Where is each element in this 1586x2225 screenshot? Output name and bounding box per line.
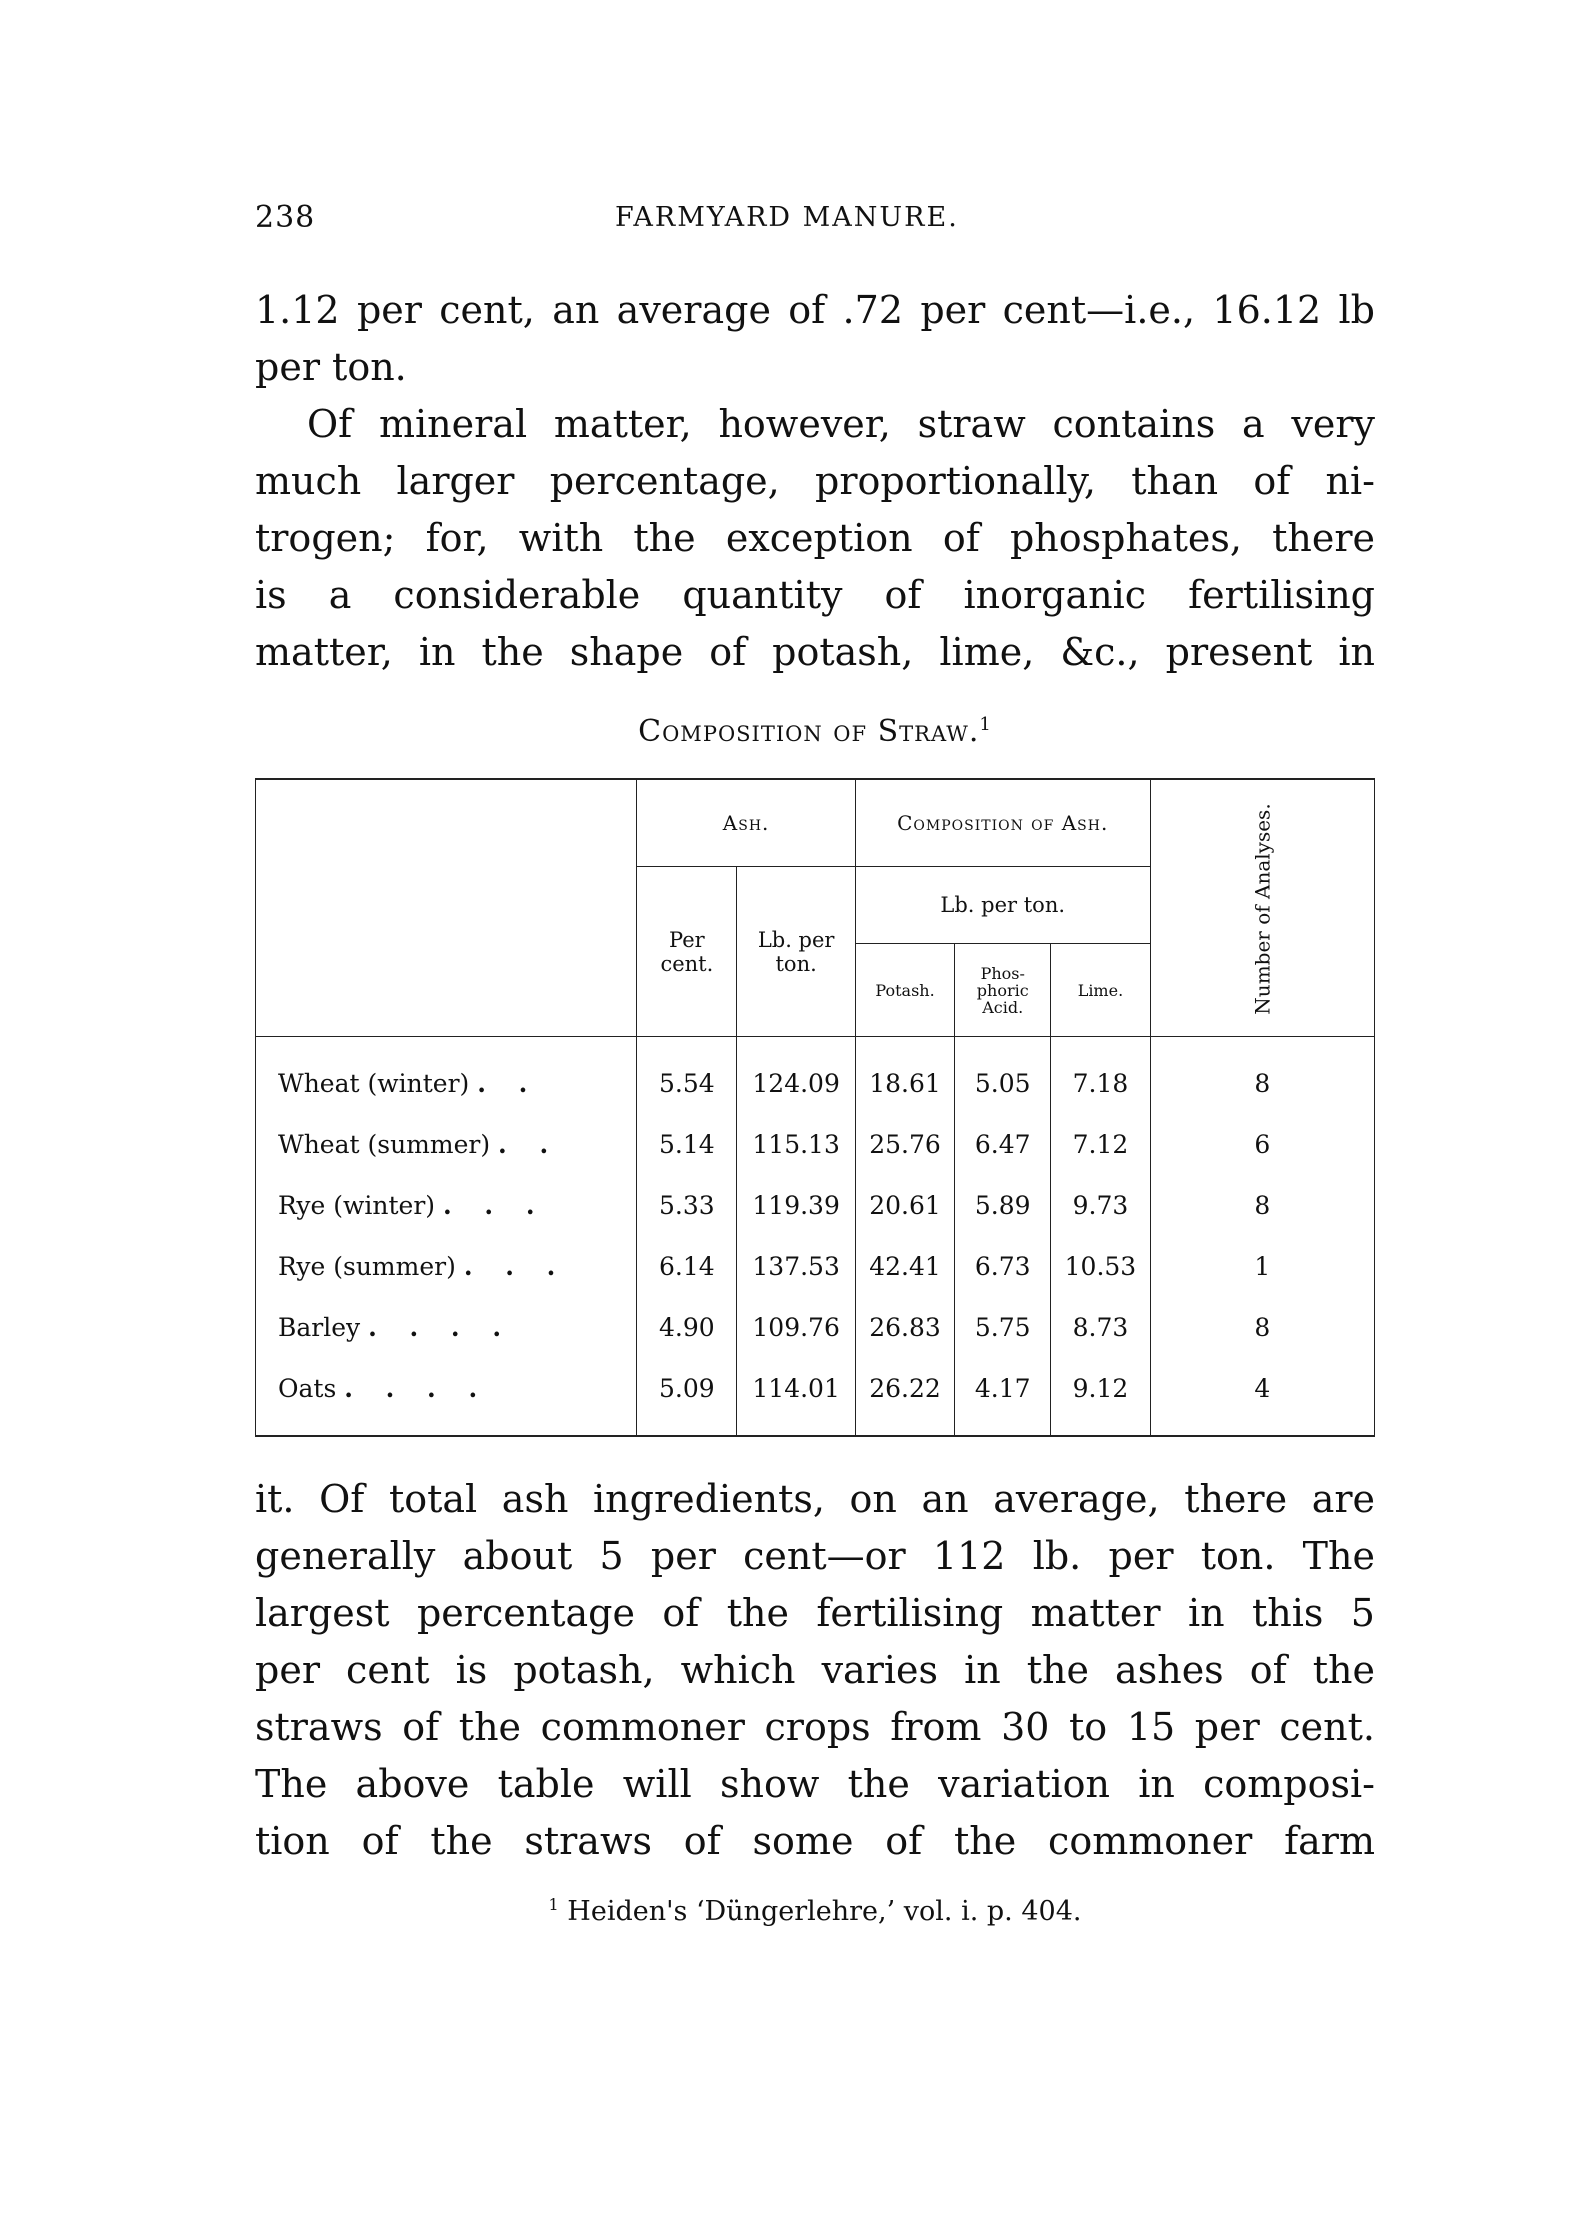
lb-per-ton-cell: 124.09 <box>737 1037 855 1115</box>
text-line: it. Of total ash ingredients, on an average, there are <box>255 1477 1375 1521</box>
phosphoric-header: Phos- phoric Acid. <box>955 944 1051 1037</box>
potash-cell: 18.61 <box>855 1037 954 1115</box>
lime-header: Lime. <box>1051 944 1150 1037</box>
crop-name: Wheat (winter) <box>278 1069 470 1098</box>
per-cent-header: Per cent. <box>637 867 737 1037</box>
phosphoric-cell: 5.75 <box>955 1297 1051 1358</box>
footnote-ref: 1 <box>979 714 992 735</box>
crop-cell <box>256 1037 637 1115</box>
header-title: FARMYARD MANURE. <box>615 202 959 233</box>
table-row <box>256 1236 1375 1297</box>
table-row <box>256 1114 1375 1175</box>
text-line: tion of the straws of some of the commoner farm <box>255 1819 1375 1863</box>
crop-header-blank <box>256 779 637 1037</box>
crop-cell <box>256 1175 637 1236</box>
crop-name: Barley <box>278 1313 361 1342</box>
running-head <box>255 200 1355 240</box>
per-cent-cell: 5.14 <box>637 1114 737 1175</box>
analyses-header <box>1150 779 1374 1037</box>
lime-cell: 8.73 <box>1051 1297 1150 1358</box>
text-line: per ton. <box>255 345 407 389</box>
paragraph-3 <box>255 1471 1375 1870</box>
comp-lb-per-ton-header: Lb. per ton. <box>855 867 1150 944</box>
lb-per-ton-cell: 114.01 <box>737 1358 855 1436</box>
crop-cell <box>256 1236 637 1297</box>
lime-cell: 7.18 <box>1051 1037 1150 1115</box>
analyses-header-label: Number of Analyses. <box>1250 803 1275 1015</box>
leader-dots: . . . <box>463 1252 568 1281</box>
leader-dots: . . <box>477 1069 540 1098</box>
text-line: largest percentage of the fertilising matter in this 5 <box>255 1591 1375 1635</box>
per-cent-cell: 5.09 <box>637 1358 737 1436</box>
crop-name: Rye (winter) <box>278 1191 436 1220</box>
crop-name: Wheat (summer) <box>278 1130 491 1159</box>
paragraph-2 <box>255 396 1375 681</box>
text-line: is a considerable quantity of inorganic fertilising <box>255 573 1375 617</box>
footnote-marker: 1 <box>548 1895 559 1914</box>
lb-per-ton-cell: 119.39 <box>737 1175 855 1236</box>
per-cent-cell: 5.33 <box>637 1175 737 1236</box>
phosphoric-cell: 6.47 <box>955 1114 1051 1175</box>
text-line: 1.12 per cent, an average of .72 per cent—i.e., 16.12 lb <box>255 288 1375 332</box>
text-line: straws of the commoner crops from 30 to 15 per cent. <box>255 1705 1375 1749</box>
table-row <box>256 1358 1375 1436</box>
footnote-text: Heiden's ‘Düngerlehre,’ vol. i. p. 404. <box>567 1896 1082 1927</box>
text-line: generally about 5 per cent—or 112 lb. per ton. The <box>255 1534 1375 1578</box>
lime-cell: 9.12 <box>1051 1358 1150 1436</box>
potash-header: Potash. <box>855 944 954 1037</box>
phosphoric-cell: 4.17 <box>955 1358 1051 1436</box>
potash-cell: 25.76 <box>855 1114 954 1175</box>
lb-per-ton-header: Lb. per ton. <box>737 867 855 1037</box>
straw-composition-table <box>255 778 1375 1437</box>
text-line: matter, in the shape of potash, lime, &c., present in <box>255 630 1375 674</box>
text-line: much larger percentage, proportionally, than of ni- <box>255 459 1375 503</box>
page-number: 238 <box>255 200 316 235</box>
ash-header: Ash. <box>637 779 856 867</box>
paragraph-1 <box>255 282 1375 396</box>
crop-cell <box>256 1114 637 1175</box>
per-cent-cell: 5.54 <box>637 1037 737 1115</box>
per-cent-cell: 4.90 <box>637 1297 737 1358</box>
crop-cell <box>256 1358 637 1436</box>
table-row <box>256 1297 1375 1358</box>
lb-per-ton-cell: 109.76 <box>737 1297 855 1358</box>
text-line: per cent is potash, which varies in the ashes of the <box>255 1648 1375 1692</box>
table-caption-text: Composition of Straw. <box>638 714 980 749</box>
phosphoric-cell: 5.89 <box>955 1175 1051 1236</box>
crop-name: Oats <box>278 1374 337 1403</box>
analyses-cell: 4 <box>1150 1358 1374 1436</box>
crop-name: Rye (summer) <box>278 1252 456 1281</box>
composition-header: Composition of Ash. <box>855 779 1150 867</box>
leader-dots: . . . <box>443 1191 547 1220</box>
lb-per-ton-cell: 137.53 <box>737 1236 855 1297</box>
crop-cell <box>256 1297 637 1358</box>
lb-per-ton-cell: 115.13 <box>737 1114 855 1175</box>
analyses-cell: 8 <box>1150 1175 1374 1236</box>
footnote <box>255 1895 1375 1927</box>
potash-cell: 42.41 <box>855 1236 954 1297</box>
analyses-cell: 1 <box>1150 1236 1374 1297</box>
text-line: Of mineral matter, however, straw contains a very <box>307 402 1375 446</box>
analyses-cell: 6 <box>1150 1114 1374 1175</box>
table-caption <box>255 714 1375 749</box>
analyses-cell: 8 <box>1150 1037 1374 1115</box>
lime-cell: 7.12 <box>1051 1114 1150 1175</box>
table-row <box>256 1037 1375 1115</box>
potash-cell: 26.22 <box>855 1358 954 1436</box>
lime-cell: 9.73 <box>1051 1175 1150 1236</box>
potash-cell: 26.83 <box>855 1297 954 1358</box>
text-line: The above table will show the variation in composi- <box>255 1762 1375 1806</box>
potash-cell: 20.61 <box>855 1175 954 1236</box>
text-line: trogen; for, with the exception of phosphates, there <box>255 516 1375 560</box>
phosphoric-cell: 5.05 <box>955 1037 1051 1115</box>
table-row <box>256 1175 1375 1236</box>
phosphoric-cell: 6.73 <box>955 1236 1051 1297</box>
leader-dots: . . . . <box>368 1313 514 1342</box>
analyses-cell: 8 <box>1150 1297 1374 1358</box>
leader-dots: . . <box>498 1130 561 1159</box>
leader-dots: . . . . <box>344 1374 490 1403</box>
lime-cell: 10.53 <box>1051 1236 1150 1297</box>
per-cent-cell: 6.14 <box>637 1236 737 1297</box>
